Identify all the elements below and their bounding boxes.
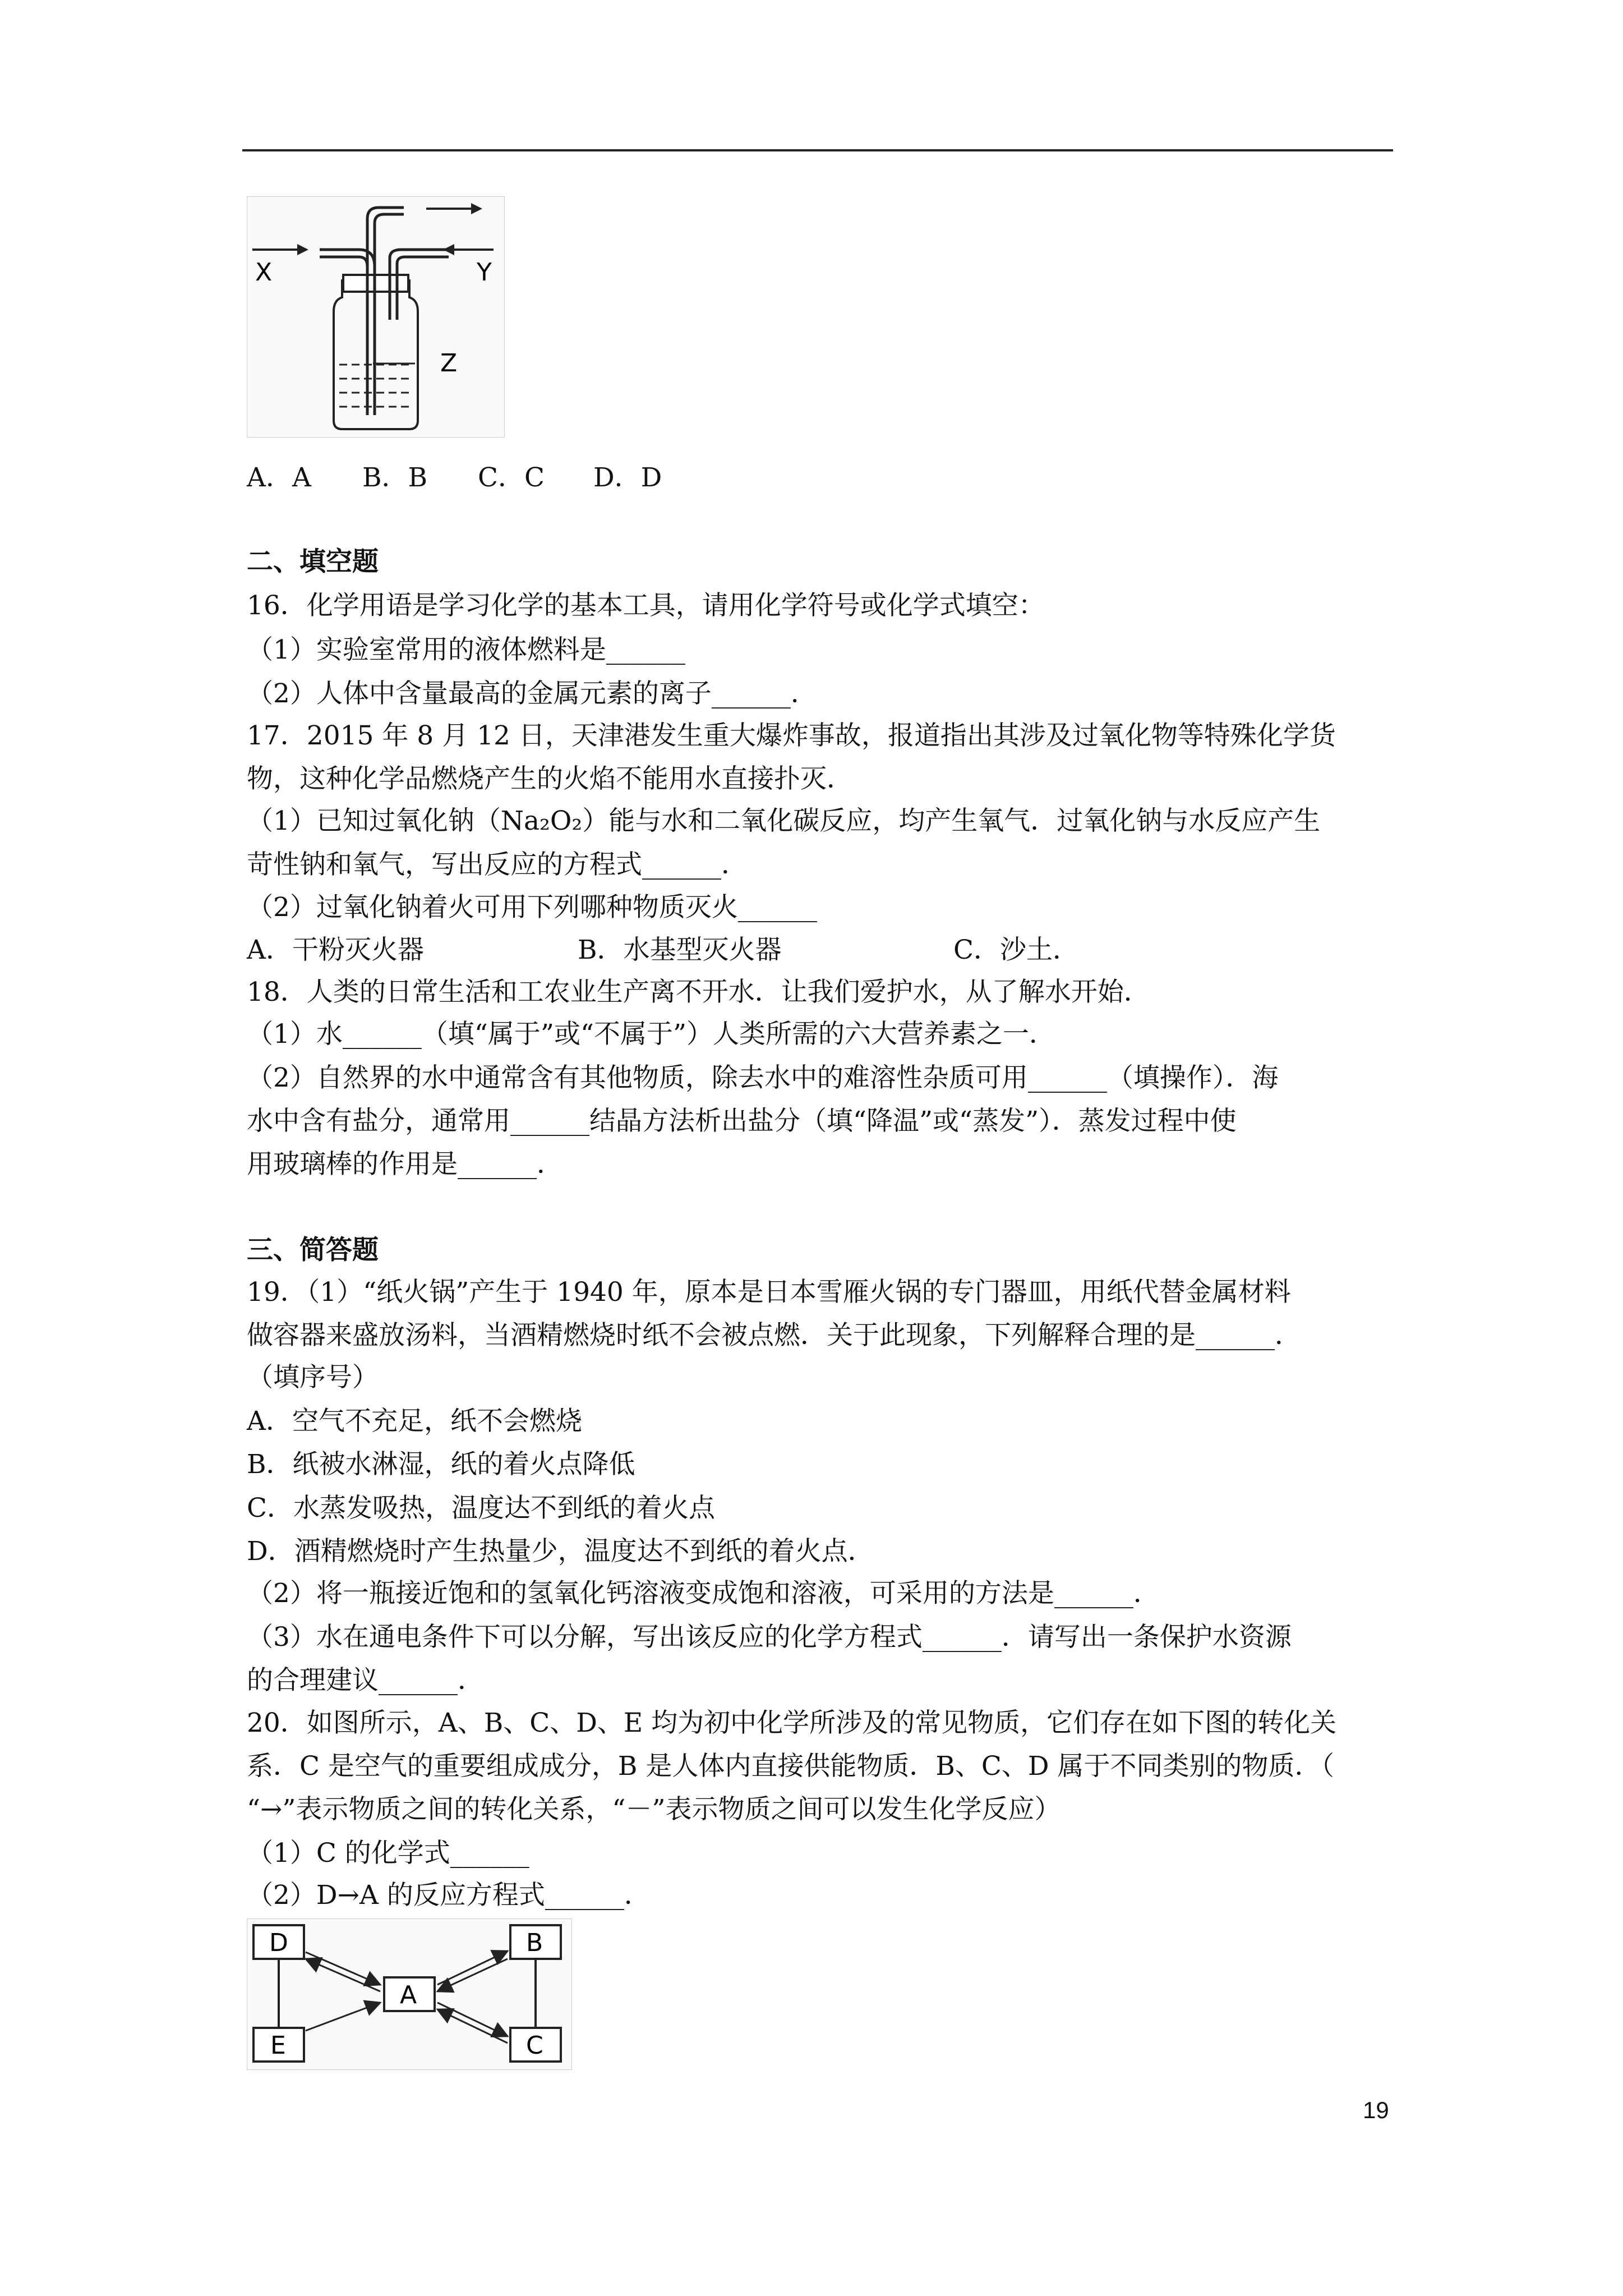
q19-option-b: B．纸被水淋湿，纸的着火点降低	[247, 1449, 635, 1480]
q19-option-d: D．酒精燃烧时产生热量少，温度达不到纸的着火点．	[247, 1536, 874, 1567]
q19-option-a: A．空气不充足，纸不会燃烧	[247, 1406, 582, 1437]
q19-part3-line2: 的合理建议______．	[247, 1665, 484, 1696]
node-b-label: B	[526, 1929, 543, 1957]
q17-option-c: C．沙土．	[953, 935, 1079, 965]
q15-option-a: A．A	[247, 462, 311, 493]
q17-option-a: A．干粉灭火器	[247, 935, 424, 965]
q17-part1-line1: （1）已知过氧化钠（Na₂O₂）能与水和二氧化碳反应，均产生氧气．过氧化钠与水反应产生	[247, 806, 1321, 836]
q17-part2: （2）过氧化钠着火可用下列哪种物质灭火______	[247, 892, 817, 923]
node-c-label: C	[526, 2031, 543, 2060]
q19-line3: （填序号）	[247, 1362, 379, 1393]
q15-option-d: D．D	[593, 462, 662, 493]
q17-line2: 物，这种化学品燃烧产生的火焰不能用水直接扑灭．	[247, 763, 853, 794]
q15-answer-options	[247, 462, 1402, 494]
section3-title: 三、简答题	[247, 1235, 379, 1266]
gas-bottle-figure	[247, 196, 505, 438]
q19-part2: （2）将一瓶接近饱和的氢氧化钙溶液变成饱和溶液，可采用的方法是______．	[247, 1578, 1160, 1609]
q18-part2-line3: 用玻璃棒的作用是______．	[247, 1149, 563, 1180]
q18-part2-line1: （2）自然界的水中通常含有其他物质，除去水中的难溶性杂质可用______（填操作）．海	[247, 1062, 1279, 1093]
q19-option-c: C．水蒸发吸热，温度达不到纸的着火点	[247, 1493, 715, 1524]
q19-part3-line1: （3）水在通电条件下可以分解，写出该反应的化学方程式______．请写出一条保护水资源	[247, 1622, 1292, 1653]
q17-option-b: B．水基型灭火器	[578, 935, 782, 965]
q19-line2: 做容器来盛放汤料，当酒精燃烧时纸不会被点燃．关于此现象，下列解释合理的是______．	[247, 1320, 1301, 1351]
node-a-label: A	[400, 1981, 417, 2009]
q17-line1: 17．2015 年 8 月 12 日，天津港发生重大爆炸事故，报道指出其涉及过氧化物等特殊化学货	[247, 720, 1336, 751]
label-x: X	[255, 258, 273, 287]
q16-part1: （1）实验室常用的液体燃料是______	[247, 634, 685, 665]
label-y: Y	[477, 258, 492, 287]
node-e-label: E	[270, 2031, 286, 2060]
conversion-diagram	[247, 1918, 572, 2070]
section2-title: 二、填空题	[247, 546, 379, 577]
q18-part2-line2: 水中含有盐分，通常用______结晶方法析出盐分（填“降温”或“蒸发”）．蒸发过程中使	[247, 1106, 1237, 1137]
q20-line3: “→”表示物质之间的转化关系，“－”表示物质之间可以发生化学反应）	[247, 1794, 1061, 1825]
q20-line1: 20．如图所示，A、B、C、D、E 均为初中化学所涉及的常见物质，它们存在如下图的转化关	[247, 1708, 1337, 1738]
header-rule	[242, 149, 1393, 151]
q17-options	[247, 934, 1402, 967]
node-d-label: D	[269, 1929, 288, 1957]
q16-stem: 16．化学用语是学习化学的基本工具，请用化学符号或化学式填空：	[247, 590, 1045, 621]
q20-part2: （2）D→A 的反应方程式______．	[247, 1880, 651, 1911]
q15-option-b: B．B	[362, 462, 428, 493]
label-z: Z	[440, 349, 458, 378]
q17-part1-line2: 苛性钠和氧气，写出反应的方程式______．	[247, 849, 748, 880]
page-number: 19	[1363, 2097, 1389, 2123]
q19-line1: 19．（1）“纸火锅”产生于 1940 年，原本是日本雪雁火锅的专门器皿，用纸代替金属材料	[247, 1277, 1291, 1308]
q20-part1: （1）C 的化学式______	[247, 1838, 529, 1869]
q20-line2: 系．C 是空气的重要组成成分，B 是人体内直接供能物质．B、C、D 属于不同类别的物质．（	[247, 1751, 1335, 1782]
q16-part2: （2）人体中含量最高的金属元素的离子______．	[247, 678, 817, 709]
q18-part1: （1）水______（填“属于”或“不属于”）人类所需的六大营养素之一．	[247, 1019, 1056, 1050]
q18-stem: 18．人类的日常生活和工农业生产离不开水．让我们爱护水，从了解水开始．	[247, 977, 1150, 1007]
q15-option-c: C．C	[478, 462, 545, 493]
